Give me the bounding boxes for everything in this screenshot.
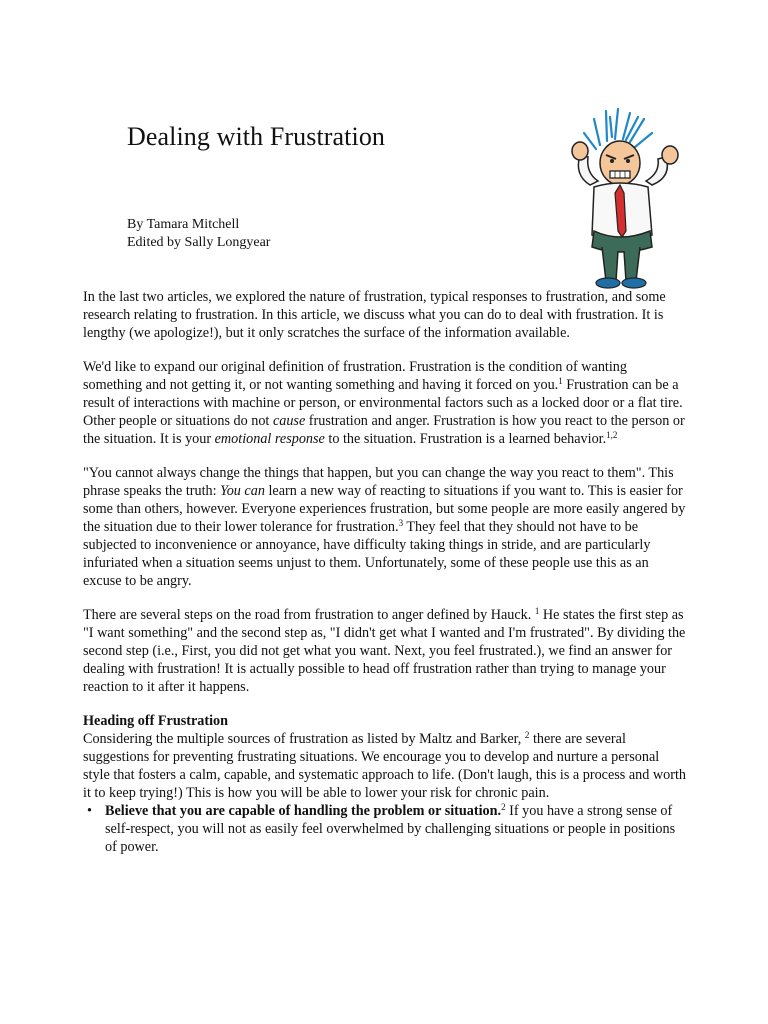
bullet-icon: •	[87, 803, 92, 819]
byline	[127, 216, 270, 252]
section-heading: Heading off Frustration	[83, 713, 229, 729]
paragraph-definition: We'd like to expand our original definition of frustration. Frustration is the condition of wanting something and not getting it, or not wanting something and having it forced on you.$^1$ Frustration can be a result of interactions with machine or person, or environmental factors such as a locked door or a flat tire. Other people or situations do not cause frustration and anger. Frustration is how you react to the person or the situation. It is your emotional response to the situation. Frustration is a learned behavior.$^{1,2}$	[83, 359, 685, 447]
paragraph-intro: In the last two articles, we explored the nature of frustration, typical responses to frustration, and some research relating to frustration. In this article, we discuss what you can do to deal with frustration. It is lengthy (we apologize!), but it only scratches the surface of the information available.	[83, 289, 666, 341]
editor-line: Edited by Sally Longyear	[127, 235, 271, 250]
frustrated-man-cartoon-icon	[560, 105, 700, 290]
paragraph-suggestions: Considering the multiple sources of frustration as listed by Maltz and Barker, $^2$ there are several suggestions for preventing frustrating situations. We encourage you to develop and nurture a personal style that fosters a calm, capable, and systematic approach to life. (Don't laugh, this is a process and worth it to keep trying!) This is how you will be able to lower your risk for chronic pain.	[83, 730, 686, 801]
emphasis-cause: cause	[272, 413, 306, 429]
paragraph-hauck: There are several steps on the road from frustration to anger defined by Hauck. $^1$ He states the first step as "I want something" and the second step as, "I didn't get what I wanted and I'm frustrated". By dividing the second step (i.e., First, you did not get what you want. Next, you feel frustrated.), we find an answer for dealing with frustration! It is actually possible to head off frustration rather than trying to manage your reaction to it after it happens.	[83, 606, 686, 695]
article-body	[83, 288, 689, 856]
footnote-ref: 1	[534, 606, 540, 616]
author-line: By Tamara Mitchell	[127, 217, 240, 232]
footnote-ref: 3	[398, 518, 404, 528]
list-item: • Believe that you are capable of handling the problem or situation.$^2$ If you have a strong sense of self-respect, you will not as easily feel overwhelmed by challenging situations or people in positions of power.	[87, 802, 676, 855]
emphasis-you-can: You can	[220, 483, 265, 499]
page-title: Dealing with Frustration	[127, 122, 386, 151]
footnote-ref: 2	[501, 802, 506, 812]
footnote-ref: 1	[558, 376, 563, 386]
footnote-ref: 2	[524, 730, 530, 740]
emphasis-emotional-response: emotional response	[214, 431, 325, 447]
bullet-lead: Believe that you are capable of handling the problem or situation.	[105, 803, 502, 819]
suggestion-list	[83, 802, 689, 856]
paragraph-quote: "You cannot always change the things that happen, but you can change the way you react to them". This phrase speaks the truth: You can learn a new way of reacting to situations if you want to. This is easier for some than others, however. Everyone experiences frustration, but some people are more easily angered by the situation due to their lower tolerance for frustration.$^3$ They feel that they should not have to be subjected to inconvenience or annoyance, have difficulty taking things in stride, and are particularly infuriated when a situation seems unjust to them. Unfortunately, some of these people use this as an excuse to be angry.	[83, 465, 686, 589]
footnote-ref: 1,2	[606, 430, 618, 440]
